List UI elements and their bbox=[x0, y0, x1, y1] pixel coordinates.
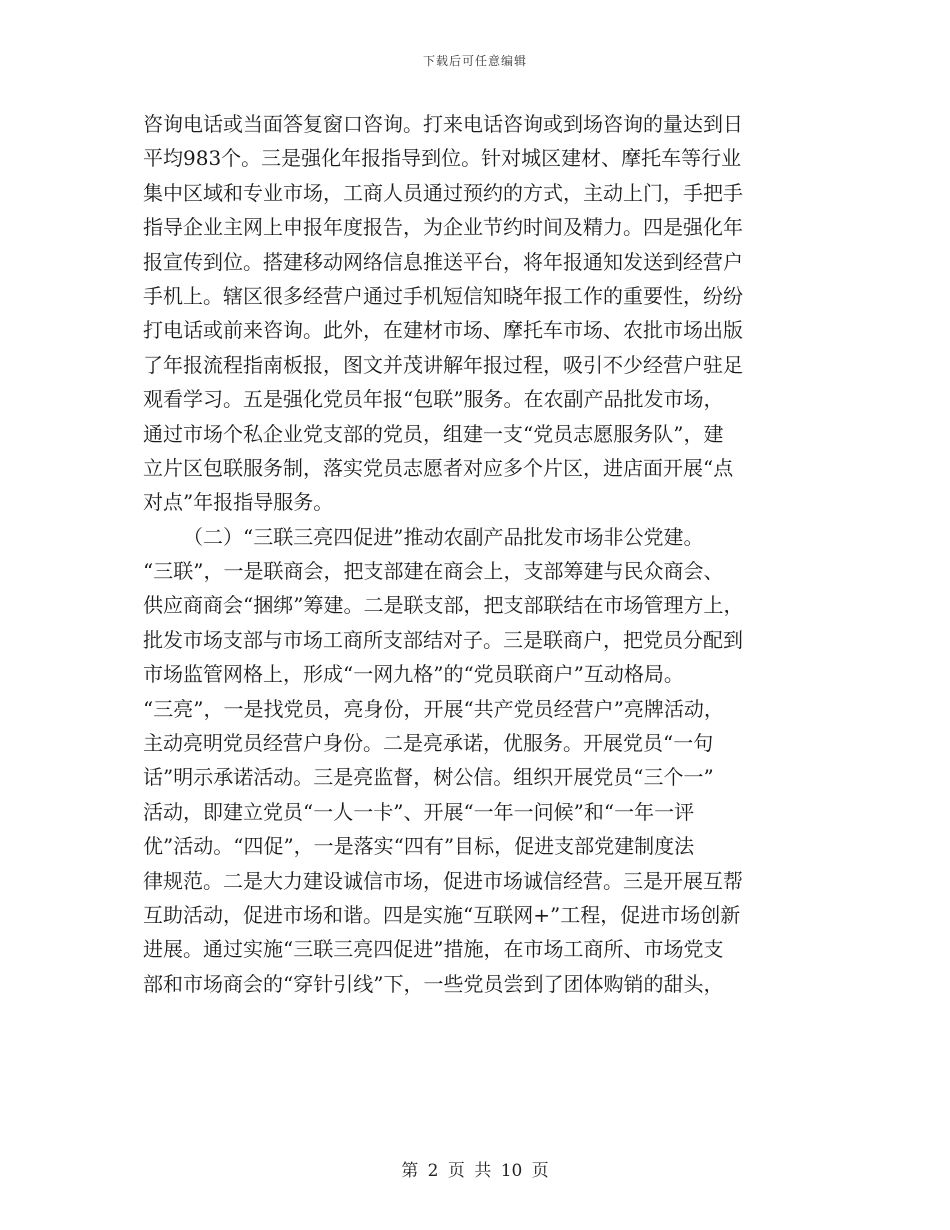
text-line: 主动亮明党员经营户身份。二是亮承诺，优服务。开展党员“一句 bbox=[143, 731, 714, 756]
text-line: 立片区包联服务制，落实党员志愿者对应多个片区，进店面开展“点 bbox=[143, 455, 734, 480]
text-line: 平均983个。三是强化年报指导到位。针对城区建材、摩托车等行业 bbox=[143, 146, 742, 171]
document-body bbox=[143, 107, 808, 1036]
text-line: 批发市场支部与市场工商所支部结对子。三是联商户，把党员分配到 bbox=[143, 627, 743, 652]
text-line: 指导企业主网上申报年度报告，为企业节约时间及精力。四是强化年 bbox=[143, 215, 743, 240]
text-line: 打电话或前来咨询。此外，在建材市场、摩托车市场、农批市场出版 bbox=[143, 318, 743, 343]
text-line: 报宣传到位。搭建移动网络信息推送平台，将年报通知发送到经营户 bbox=[143, 249, 743, 274]
text-line: 活动，即建立党员“一人一卡”、开展“一年一问候”和“一年一评 bbox=[143, 799, 695, 824]
text-line: 优”活动。“四促”，一是落实“四有”目标，促进支部党建制度法 bbox=[143, 834, 695, 859]
text-line: 互助活动，促进市场和谐。四是实施“互联网+”工程，促进市场创新 bbox=[143, 902, 741, 927]
page-header: 下载后可任意编辑 bbox=[422, 54, 527, 68]
text-line: “三联”，一是联商会，把支部建在商会上，支部筹建与民众商会、 bbox=[143, 559, 724, 584]
page-number-footer: 第 2 页 共 10 页 bbox=[401, 1161, 549, 1181]
text-line: 集中区域和专业市场，工商人员通过预约的方式，主动上门，手把手 bbox=[143, 180, 743, 205]
text-line: 观看学习。五是强化党员年报“包联”服务。在农副产品批发市场， bbox=[143, 387, 724, 412]
text-line: 通过市场个私企业党支部的党员，组建一支“党员志愿服务队”，建 bbox=[143, 421, 724, 446]
paragraph-1 bbox=[143, 107, 808, 520]
text-line: 部和市场商会的“穿针引线”下，一些党员尝到了团体购销的甜头， bbox=[143, 971, 724, 996]
text-line bbox=[143, 1001, 808, 1035]
paragraph-2 bbox=[143, 520, 808, 1036]
text-line: 市场监管网格上，形成“一网九格”的“党员联商户”互动格局。 bbox=[143, 662, 684, 687]
text-line: 供应商商会“捆绑”筹建。二是联支部，把支部联结在市场管理方上， bbox=[143, 593, 744, 618]
section-heading-line: （二）“三联三亮四促进”推动农副产品批发市场非公党建。 bbox=[183, 524, 704, 549]
text-line: 咨询电话或当面答复窗口咨询。打来电话咨询或到场咨询的量达到日 bbox=[143, 112, 743, 136]
text-line: 律规范。二是大力建设诚信市场，促进市场诚信经营。三是开展互帮 bbox=[143, 868, 743, 893]
text-line: 进展。通过实施“三联三亮四促进”措施，在市场工商所、市场党支 bbox=[143, 937, 724, 962]
text-line: 对点”年报指导服务。 bbox=[143, 490, 334, 515]
text-line: 手机上。辖区很多经营户通过手机短信知晓年报工作的重要性，纷纷 bbox=[143, 283, 743, 308]
text-line: 了年报流程指南板报，图文并茂讲解年报过程，吸引不少经营户驻足 bbox=[143, 352, 743, 377]
text-line: “三亮”，一是找党员，亮身份，开展“共产党员经营户”亮牌活动， bbox=[143, 696, 724, 721]
text-line: 话”明示承诺活动。三是亮监督，树公信。组织开展党员“三个一” bbox=[143, 765, 714, 790]
